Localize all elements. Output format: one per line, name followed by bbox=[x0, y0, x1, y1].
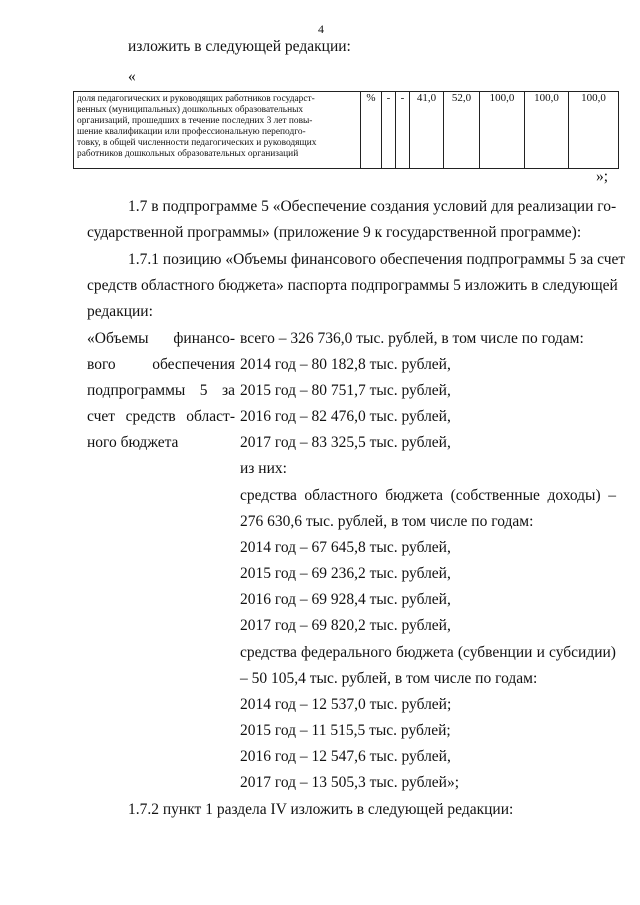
description-line: доля педагогических и руководящих работников государст- bbox=[77, 94, 315, 104]
para-1-7-1-line: средств областного бюджета» паспорта подпрограммы 5 изложить в следующей bbox=[87, 277, 618, 294]
unit-cell: % bbox=[361, 92, 382, 169]
label-word: финансо- bbox=[173, 330, 235, 347]
table-row bbox=[74, 92, 619, 169]
value-cell: - bbox=[396, 92, 410, 169]
label-line bbox=[87, 382, 235, 400]
word: (субвенции bbox=[457, 644, 533, 661]
description-line: венных (муниципальных) дошкольных образовательных bbox=[77, 105, 304, 116]
label-line bbox=[87, 356, 235, 374]
description-line: товку, в общей численности педагогических и руководящих bbox=[77, 138, 317, 149]
word: и bbox=[536, 644, 545, 661]
word: областного bbox=[304, 487, 378, 504]
label-line bbox=[87, 434, 178, 452]
para-1-7-1-line: редакции: bbox=[87, 303, 153, 320]
label-word: област- bbox=[186, 408, 235, 425]
year-line: 2016 год – 82 476,0 тыс. рублей, bbox=[240, 408, 451, 425]
federal-heading bbox=[240, 644, 616, 662]
total-line: всего – 326 736,0 тыс. рублей, в том числе по годам: bbox=[240, 330, 584, 347]
year-line: 2015 год – 80 751,7 тыс. рублей, bbox=[240, 382, 451, 399]
year-line: 2017 год – 69 820,2 тыс. рублей, bbox=[240, 617, 451, 634]
word: – bbox=[608, 487, 616, 504]
word: доходы) bbox=[547, 487, 601, 504]
year-line: 2016 год – 69 928,4 тыс. рублей, bbox=[240, 591, 451, 608]
para-1-7-line: сударственной программы» (приложение 9 к государственной программе): bbox=[87, 224, 582, 241]
page-number: 4 bbox=[318, 22, 324, 36]
year-line: 2014 год – 12 537,0 тыс. рублей; bbox=[240, 696, 452, 713]
value-cell: 100,0 bbox=[569, 92, 619, 169]
para-1-7-2: 1.7.2 пункт 1 раздела IV изложить в следующей редакции: bbox=[128, 801, 514, 818]
intro-line: изложить в следующей редакции: bbox=[128, 38, 351, 55]
label-word: вого bbox=[87, 356, 116, 373]
value-cell: 52,0 bbox=[444, 92, 480, 169]
label-word: средств bbox=[125, 408, 176, 425]
year-line: 2014 год – 67 645,8 тыс. рублей, bbox=[240, 539, 451, 556]
label-word: подпрограммы bbox=[87, 382, 186, 399]
label-line bbox=[87, 408, 235, 426]
indicator-table bbox=[73, 91, 619, 169]
label-word: счет bbox=[87, 408, 116, 425]
federal-total: – 50 105,4 тыс. рублей, в том числе по годам: bbox=[240, 670, 538, 687]
label-word: «Объемы bbox=[87, 330, 149, 347]
description-line: организаций, прошедших в течение последних 3 лет повы- bbox=[77, 116, 313, 127]
indicator-description bbox=[74, 92, 361, 169]
value-cell: 41,0 bbox=[410, 92, 444, 169]
label-word: обеспечения bbox=[152, 356, 235, 373]
year-line: 2016 год – 12 547,6 тыс. рублей, bbox=[240, 748, 451, 765]
word: субсидии) bbox=[549, 644, 616, 661]
word: средства bbox=[240, 644, 297, 661]
of-them-line: из них: bbox=[240, 460, 287, 477]
close-quote: »; bbox=[596, 168, 609, 185]
label-word: за bbox=[221, 382, 235, 399]
value-cell: 100,0 bbox=[525, 92, 569, 169]
value-cell: 100,0 bbox=[480, 92, 525, 169]
year-line: 2015 год – 69 236,2 тыс. рублей, bbox=[240, 565, 451, 582]
year-line: 2015 год – 11 515,5 тыс. рублей; bbox=[240, 722, 451, 739]
label-word: 5 bbox=[199, 382, 208, 399]
description-line: шение квалификации или профессиональную переподго- bbox=[77, 127, 306, 138]
value-cell: - bbox=[382, 92, 396, 169]
description-line: работников дошкольных образовательных организаций bbox=[77, 149, 299, 160]
label-word: ного бюджета bbox=[87, 434, 179, 451]
word: (собственные bbox=[450, 487, 540, 504]
label-line bbox=[87, 330, 235, 348]
word: средства bbox=[240, 487, 297, 504]
year-line: 2017 год – 13 505,3 тыс. рублей»; bbox=[240, 774, 460, 791]
word: бюджета bbox=[385, 487, 444, 504]
open-quote: « bbox=[128, 68, 136, 85]
year-line: 2014 год – 80 182,8 тыс. рублей, bbox=[240, 356, 451, 373]
word: федерального bbox=[300, 644, 392, 661]
regional-total: 276 630,6 тыс. рублей, в том числе по годам: bbox=[240, 513, 534, 530]
word: бюджета bbox=[395, 644, 454, 661]
para-1-7-1-line: 1.7.1 позицию «Объемы финансового обеспечения подпрограммы 5 за счет bbox=[128, 251, 626, 268]
year-line: 2017 год – 83 325,5 тыс. рублей, bbox=[240, 434, 451, 451]
para-1-7-line: 1.7 в подпрограмме 5 «Обеспечение создания условий для реализации го- bbox=[128, 198, 617, 215]
regional-heading bbox=[240, 487, 616, 505]
